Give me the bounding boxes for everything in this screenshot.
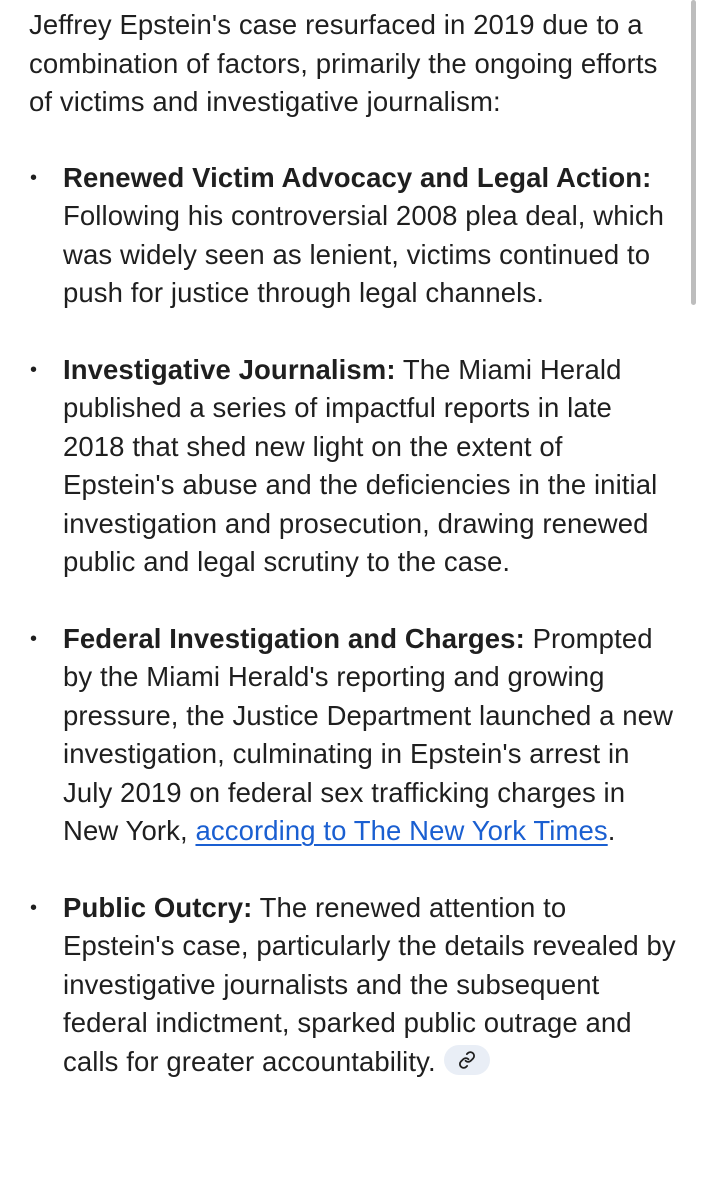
scrollbar-thumb[interactable] (691, 0, 696, 305)
item-body-end: . (607, 815, 616, 846)
item-title: Public Outcry: (63, 891, 253, 923)
nyt-source-link[interactable]: according to The New York Times (195, 815, 608, 846)
item-title: Renewed Victim Advocacy and Legal Action: (63, 161, 652, 193)
list-item (29, 351, 679, 582)
source-link-chip[interactable] (444, 1045, 490, 1075)
item-body: The renewed attention to Epstein's case, particularly the details revealed by investigative journalists and the subsequent federal indictment, sparked public outrage and calls for greater accountability. (63, 891, 676, 1077)
item-title: Investigative Journalism: (63, 353, 396, 385)
bullet-marker: • (30, 358, 38, 381)
intro-paragraph: Jeffrey Epstein's case resurfaced in 2019 due to a combination of factors, primarily the ongoing efforts of victims and investigative journalism: (29, 9, 658, 117)
item-body: Prompted by the Miami Herald's reporting and growing pressure, the Justice Department launched a new investigation, culminating in Epstein's arrest in July 2019 on federal sex trafficking charges in New York, (63, 622, 674, 846)
list-item (29, 889, 679, 1082)
bullet-marker: • (30, 627, 38, 650)
list-item (29, 159, 679, 313)
link-icon (458, 1051, 476, 1069)
list-item (29, 620, 679, 851)
item-title: Federal Investigation and Charges: (63, 622, 525, 654)
item-body: The Miami Herald published a series of impactful reports in late 2018 that shed new light on the extent of Epstein's abuse and the deficiencies in the initial investigation and prosecution, drawing renewed public and legal scrutiny to the case. (63, 353, 658, 577)
response-text (29, 6, 679, 1119)
bullet-marker: • (30, 896, 38, 919)
item-body: Following his controversial 2008 plea deal, which was widely seen as lenient, victims continued to push for justice through legal channels. (63, 200, 665, 308)
factor-list (29, 159, 679, 1082)
bullet-marker: • (30, 166, 38, 189)
